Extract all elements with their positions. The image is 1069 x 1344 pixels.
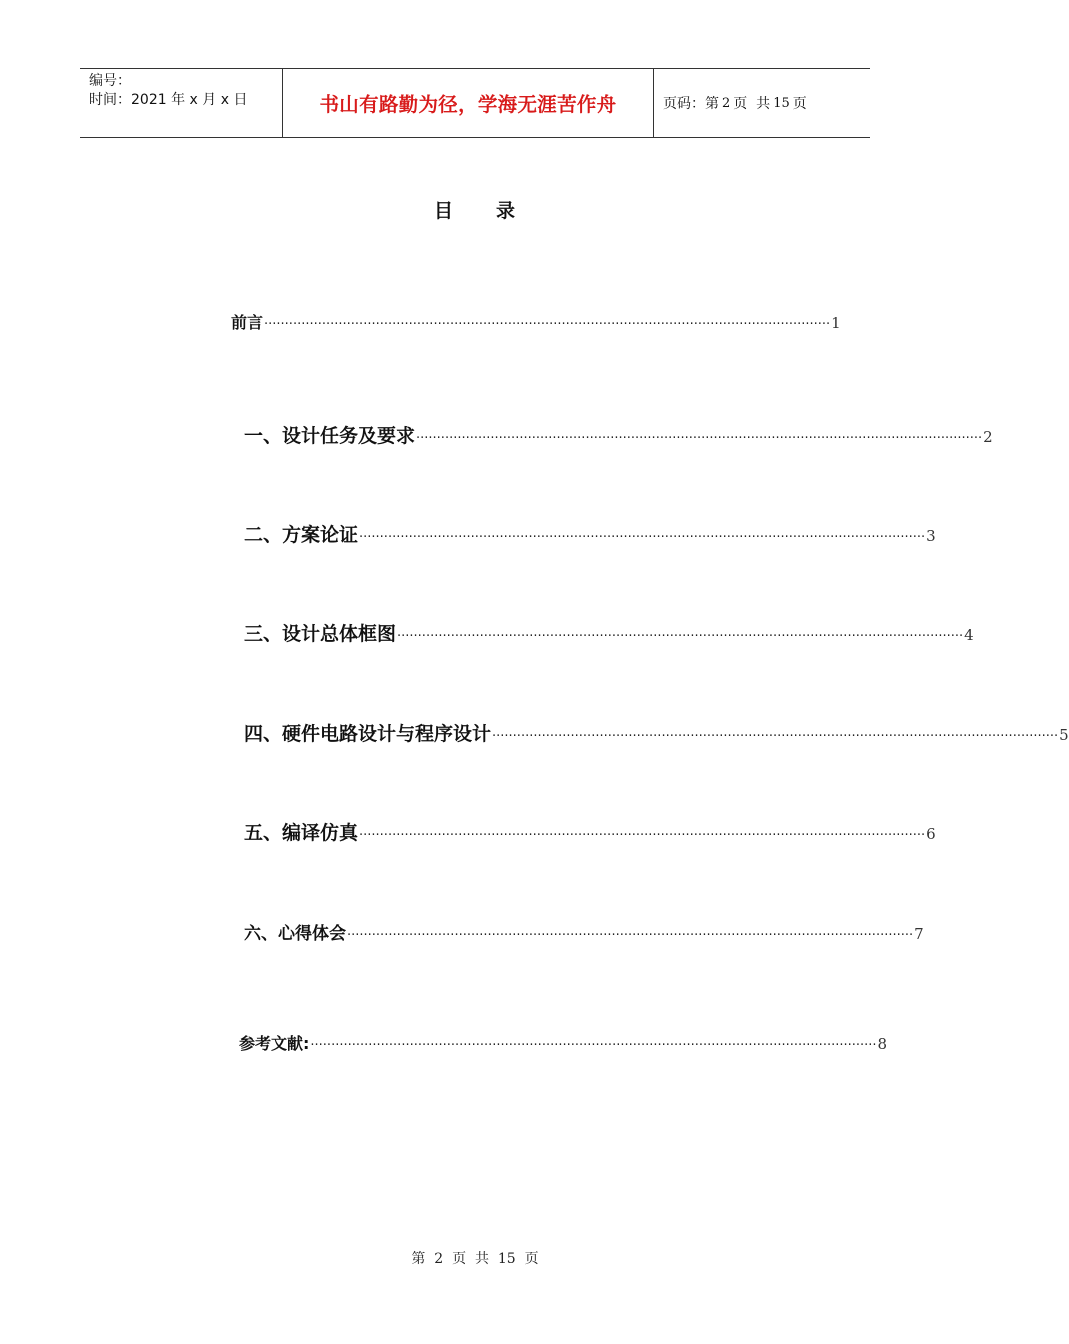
toc-entry-label: 四、硬件电路设计与程序设计 (244, 723, 492, 745)
toc-leader: ········································································································································· (347, 928, 914, 943)
toc-entry-page: 6 (926, 825, 936, 843)
toc-entry-label: 一、设计任务及要求 (244, 425, 416, 447)
toc-entry-page: 8 (877, 1035, 888, 1053)
toc-entry-page: 4 (964, 626, 974, 644)
toc-entry-page: 1 (831, 314, 841, 332)
toc-entry-page: 7 (914, 925, 924, 943)
toc-title-part2: 录 (496, 200, 517, 222)
toc-entry-4 (244, 719, 1069, 746)
toc-leader: ········································································································································· (397, 629, 964, 644)
toc-entry-label: 六、心得体会 (244, 924, 346, 944)
toc-entry-preface (231, 310, 841, 333)
header-page-prefix: 页码：第 (663, 96, 719, 112)
toc-leader: ········································································································································· (416, 431, 983, 446)
page-footer: 第 2 页 共 15 页 (411, 1251, 539, 1267)
toc-entry-2 (244, 520, 936, 547)
toc-title-part1: 目 (433, 200, 454, 222)
toc-entry-label: 前言 (231, 313, 264, 332)
toc-leader: ········································································································································· (310, 1038, 877, 1053)
toc-entry-5 (244, 818, 936, 845)
toc-entry-1 (244, 421, 993, 448)
toc-entry-label: 五、编译仿真 (244, 822, 359, 844)
toc-leader: ········································································································································· (359, 828, 926, 843)
toc-entry-label: 三、设计总体框图 (244, 623, 397, 645)
toc-leader: ········································································································································· (264, 317, 831, 332)
toc-entry-page: 2 (983, 428, 993, 446)
header-meta (80, 69, 282, 137)
header-motto: 书山有路勤为径，学海无涯苦作舟 (282, 69, 654, 137)
header-page-current: 2 (722, 95, 731, 111)
toc-entry-label: 二、方案论证 (244, 524, 359, 546)
toc-leader: ········································································································································· (492, 729, 1059, 744)
toc-entry-6 (244, 919, 924, 944)
header-date-label: 时间：2021 年 x 月 x 日 (89, 92, 248, 108)
header-page-info (654, 69, 870, 137)
toc-entry-3 (244, 619, 974, 646)
toc-entry-references (239, 1031, 888, 1054)
header-page-suffix: 页 (792, 96, 807, 112)
toc-entry-page: 5 (1059, 726, 1069, 744)
page-header (80, 68, 870, 138)
toc-title (0, 196, 950, 223)
toc-entry-label: 参考文献: (239, 1034, 310, 1053)
toc-leader: ········································································································································· (359, 530, 926, 545)
toc-entry-page: 3 (926, 527, 936, 545)
header-page-total: 15 (773, 95, 790, 111)
header-page-mid: 页 共 (733, 96, 771, 112)
header-number-label: 编号： (89, 73, 131, 89)
